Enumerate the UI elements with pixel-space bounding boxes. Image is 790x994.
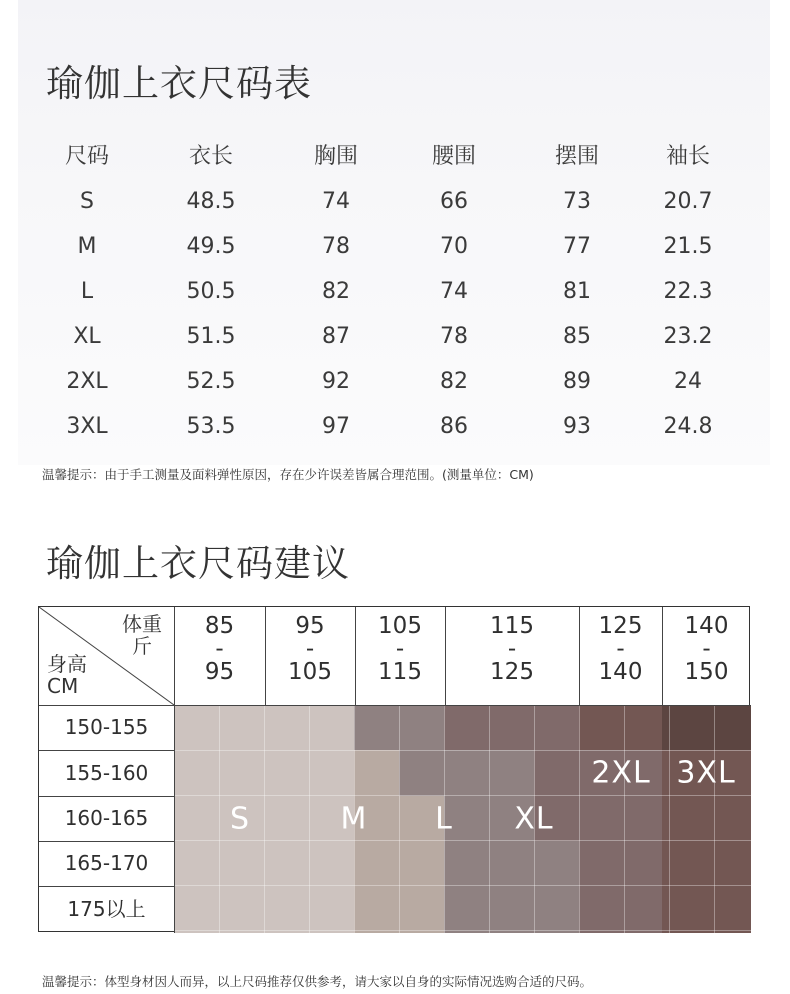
- weight-range-header: [205, 615, 234, 707]
- size-chart-cell: XL: [73, 324, 101, 349]
- weight-range-part: -: [507, 636, 517, 662]
- size-zone-cell: [399, 886, 444, 933]
- size-chart-cell: 78: [322, 234, 350, 259]
- size-chart-cell: 78: [440, 324, 468, 349]
- size-label: L: [435, 801, 453, 837]
- weight-range-part: 105: [378, 613, 422, 639]
- height-range-label: 175以上: [67, 897, 146, 921]
- size-chart-cell: 23.2: [663, 324, 713, 349]
- size-zone-cell: [354, 886, 399, 933]
- weight-range-part: 150: [684, 659, 729, 685]
- grid-line: [489, 705, 490, 933]
- grid-line: [714, 705, 715, 933]
- size-zone-cell: [534, 750, 579, 796]
- corner-weight-label: [111, 613, 173, 657]
- size-chart-cell: 73: [563, 189, 591, 214]
- column-divider: [579, 607, 580, 705]
- grid-line: [309, 705, 310, 933]
- size-zone-cell: [662, 796, 751, 841]
- size-chart-row: [40, 182, 760, 222]
- size-chart-cell: 92: [322, 369, 350, 394]
- size-chart-cell: 81: [563, 279, 591, 304]
- weight-range-part: 95: [204, 659, 235, 685]
- weight-unit: 斤: [132, 634, 152, 658]
- size-label: M: [340, 801, 368, 837]
- size-chart-row: [40, 227, 760, 267]
- size-chart-row: [40, 317, 760, 357]
- size-zone-cell: [662, 841, 751, 886]
- size-chart-row: [40, 272, 760, 312]
- size-zone-cell: [399, 750, 444, 796]
- recommendation-note: 温馨提示：体型身材因人而异，以上尺码推荐仅供参考，请大家以自身的实际情况选购合适的尺码。: [42, 974, 593, 989]
- size-chart-cell: 85: [563, 324, 591, 349]
- size-chart-cell: 93: [563, 414, 591, 439]
- size-chart-row: [40, 407, 760, 447]
- size-chart-cell: 53.5: [186, 414, 236, 439]
- size-chart-header-cell: 摆围: [554, 144, 600, 169]
- size-label: 2XL: [591, 755, 651, 791]
- weight-range-part: 115: [490, 613, 534, 639]
- height-range-label: 165-170: [64, 851, 149, 875]
- column-divider: [265, 607, 266, 705]
- size-zone-cell: [534, 841, 579, 886]
- weight-range-part: 140: [598, 659, 643, 685]
- weight-range-header: [490, 615, 534, 707]
- size-chart-cell: 74: [440, 279, 468, 304]
- grid-line: [174, 795, 751, 796]
- size-chart-cell: 70: [440, 234, 468, 259]
- height-range-label: 150-155: [64, 715, 149, 739]
- size-chart-row: [40, 362, 760, 402]
- size-chart-cell: 49.5: [186, 234, 236, 259]
- height-range-label: 160-165: [64, 806, 149, 830]
- column-divider: [445, 607, 446, 705]
- size-zone-cell: [399, 841, 444, 886]
- size-chart-title: 瑜伽上衣尺码表: [46, 62, 312, 105]
- height-unit: CM: [47, 674, 79, 698]
- weight-range-header: [288, 615, 332, 707]
- size-zone-cell: [534, 705, 579, 750]
- size-chart-cell: 20.7: [663, 189, 713, 214]
- size-chart-cell: 87: [322, 324, 350, 349]
- weight-range-part: -: [395, 636, 405, 662]
- size-zone-cell: [579, 841, 662, 886]
- size-chart-cell: 3XL: [66, 414, 108, 439]
- size-zone-cell: [399, 705, 444, 750]
- size-chart-cell: 21.5: [663, 234, 713, 259]
- size-chart-cell: 82: [440, 369, 468, 394]
- recommendation-title: 瑜伽上衣尺码建议: [46, 542, 350, 585]
- size-chart-cell: 24.8: [663, 414, 713, 439]
- size-label: S: [229, 801, 251, 837]
- size-chart-cell: 97: [322, 414, 350, 439]
- size-recommendation-grid: [38, 606, 750, 932]
- size-chart-cell: 77: [563, 234, 591, 259]
- weight-range-part: 105: [288, 659, 332, 685]
- size-chart-cell: S: [80, 189, 94, 214]
- size-zone-cell: [662, 705, 751, 750]
- corner-height-label: [47, 653, 87, 697]
- weight-range-part: 95: [295, 613, 325, 639]
- size-chart-header-cell: 尺码: [64, 144, 110, 169]
- size-chart-cell: 52.5: [186, 369, 236, 394]
- size-chart-header-cell: 衣长: [188, 144, 234, 169]
- size-chart-cell: 82: [322, 279, 350, 304]
- grid-line: [399, 705, 400, 933]
- grid-line: [579, 705, 580, 933]
- weight-range-part: 125: [490, 659, 534, 685]
- grid-line: [264, 705, 265, 933]
- weight-range-part: -: [702, 636, 711, 662]
- size-chart-cell: 2XL: [66, 369, 108, 394]
- grid-line: [174, 930, 751, 931]
- weight-range-header: [599, 615, 643, 707]
- size-chart-cell: 66: [440, 189, 468, 214]
- grid-line: [669, 705, 670, 933]
- size-chart-cell: 86: [440, 414, 468, 439]
- column-divider: [662, 607, 663, 705]
- column-divider: [174, 607, 175, 933]
- size-chart-cell: 48.5: [186, 189, 236, 214]
- size-chart-cell: 24: [674, 369, 702, 394]
- size-zone-cell: [579, 705, 662, 750]
- size-chart-cell: M: [77, 234, 97, 259]
- size-chart-header-cell: 胸围: [313, 144, 359, 169]
- weight-range-header: [685, 615, 729, 707]
- size-chart-cell: 74: [322, 189, 350, 214]
- size-zone-cell: [354, 750, 399, 796]
- weight-range-part: 125: [598, 613, 643, 639]
- size-label: 3XL: [676, 755, 736, 791]
- size-chart-cell: 50.5: [186, 279, 236, 304]
- size-zone-cell: [354, 841, 399, 886]
- size-zone-cell: [579, 886, 662, 933]
- size-zone-cell: [662, 886, 751, 933]
- size-zone-cell: [354, 705, 399, 750]
- size-chart-cell: 51.5: [186, 324, 236, 349]
- size-zone-cell: [534, 886, 579, 933]
- size-chart-cell: 89: [563, 369, 591, 394]
- size-chart-cell: 22.3: [663, 279, 713, 304]
- grid-line: [174, 885, 751, 886]
- weight-range-part: -: [305, 636, 315, 662]
- height-range-label: 155-160: [64, 761, 149, 785]
- size-chart-header-cell: 腰围: [431, 144, 477, 169]
- grid-line: [624, 705, 625, 933]
- grid-line: [174, 750, 751, 751]
- column-divider: [355, 607, 356, 705]
- size-label: XL: [514, 801, 554, 837]
- size-chart-header-cell: 袖长: [665, 144, 711, 169]
- grid-line: [219, 705, 220, 933]
- grid-line: [174, 840, 751, 841]
- weight-range-part: -: [215, 636, 224, 662]
- weight-range-header: [378, 615, 422, 707]
- weight-range-part: 85: [204, 613, 235, 639]
- size-chart-cell: L: [80, 279, 94, 304]
- weight-range-part: -: [616, 636, 625, 662]
- height-label: 身高: [47, 652, 87, 676]
- weight-range-part: 115: [378, 659, 422, 685]
- weight-label: 体重: [122, 612, 162, 636]
- size-zone-cell: [579, 796, 662, 841]
- size-chart-note: 温馨提示：由于手工测量及面料弹性原因，存在少许误差皆属合理范围。(测量单位：CM): [42, 467, 534, 482]
- size-chart-header-row: [40, 137, 760, 177]
- weight-range-part: 140: [684, 613, 729, 639]
